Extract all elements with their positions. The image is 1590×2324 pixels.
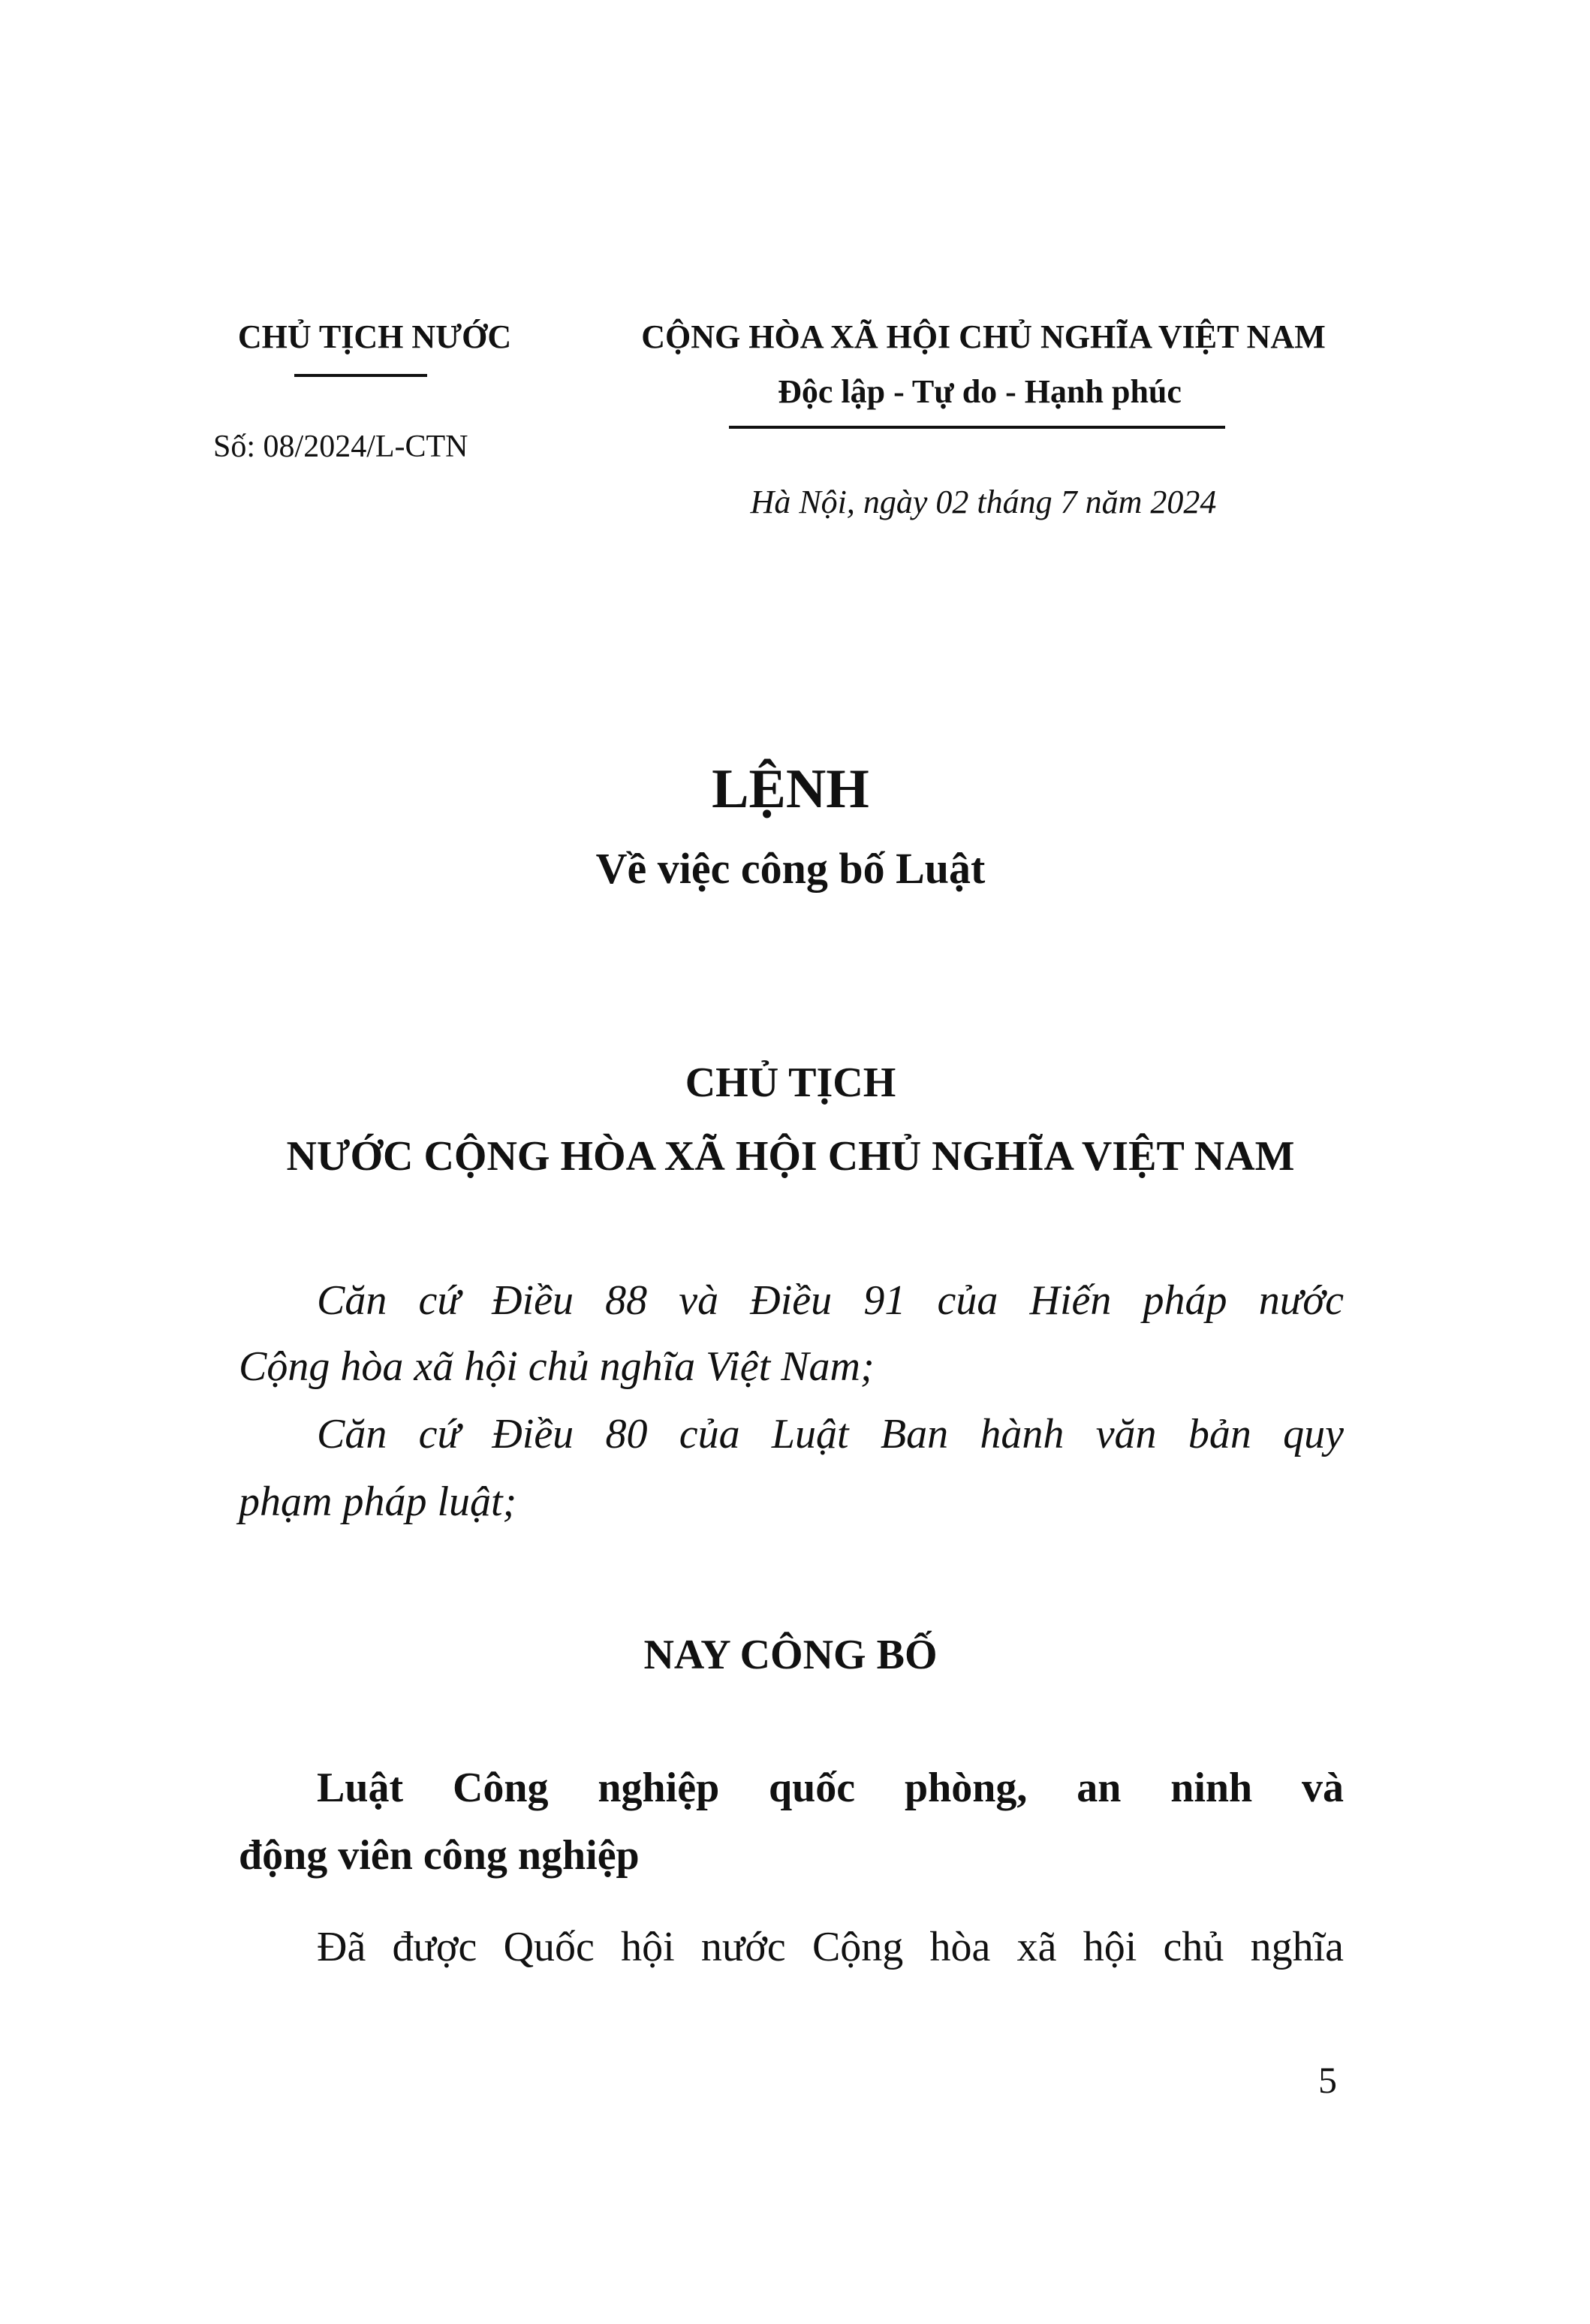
legal-basis-1-line-1: Căn cứ Điều 88 và Điều 91 của Hiến pháp nước bbox=[317, 1277, 1344, 1324]
authority-full-name: NƯỚC CỘNG HÒA XÃ HỘI CHỦ NGHĨA VIỆT NAM bbox=[286, 1133, 1295, 1180]
document-number: Số: 08/2024/L-CTN bbox=[213, 430, 468, 464]
national-motto: Độc lập - Tự do - Hạnh phúc bbox=[778, 373, 1182, 410]
legal-basis-2-line-1: Căn cứ Điều 80 của Luật Ban hành văn bản quy bbox=[317, 1411, 1344, 1457]
issuer-label: CHỦ TỊCH NƯỚC bbox=[237, 318, 512, 355]
law-name-line-1: Luật Công nghiệp quốc phòng, an ninh và bbox=[317, 1765, 1344, 1811]
document-subtitle: Về việc công bố Luật bbox=[595, 844, 986, 893]
law-name-line-2: động viên công nghiệp bbox=[239, 1832, 640, 1879]
legal-basis-1-line-2: Cộng hòa xã hội chủ nghĩa Việt Nam; bbox=[239, 1343, 875, 1390]
proclamation-heading: NAY CÔNG BỐ bbox=[643, 1632, 938, 1678]
legal-basis-2-line-2: phạm pháp luật; bbox=[239, 1478, 517, 1525]
motto-underline bbox=[729, 426, 1225, 429]
closing-text-line: Đã được Quốc hội nước Cộng hòa xã hội chủ nghĩa bbox=[317, 1924, 1344, 1970]
document-title: LỆNH bbox=[712, 758, 869, 820]
nation-name: CỘNG HÒA XÃ HỘI CHỦ NGHĨA VIỆT NAM bbox=[641, 318, 1326, 355]
place-and-date: Hà Nội, ngày 02 tháng 7 năm 2024 bbox=[750, 484, 1217, 520]
page-number: 5 bbox=[1318, 2059, 1337, 2101]
issuer-underline bbox=[294, 374, 427, 377]
authority-title: CHỦ TỊCH bbox=[685, 1060, 896, 1106]
